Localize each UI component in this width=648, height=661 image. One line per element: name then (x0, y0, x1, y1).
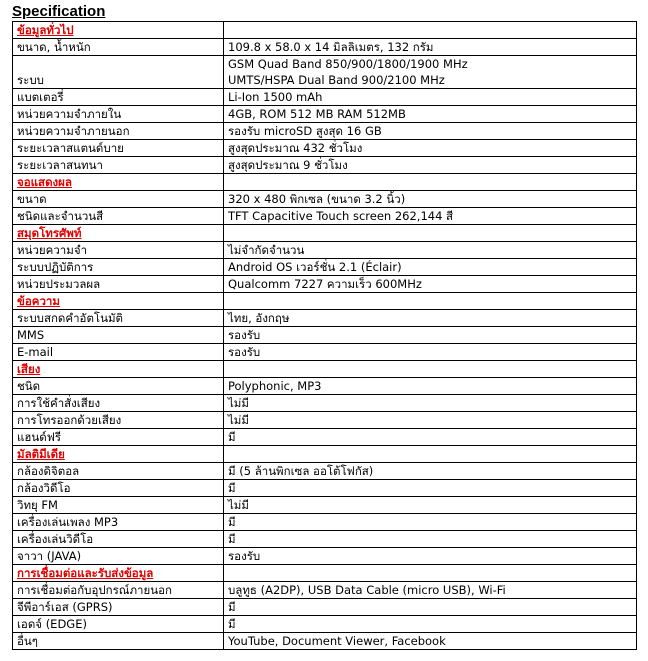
section-empty-cell (224, 565, 637, 582)
spec-value: รองรับ (224, 344, 637, 361)
spec-label: เครื่องเล่นเพลง MP3 (13, 514, 224, 531)
spec-row (13, 56, 637, 89)
section-empty-cell (224, 174, 637, 191)
spec-row (13, 140, 637, 157)
spec-value: มี (224, 599, 637, 616)
section-header-row (13, 225, 637, 242)
spec-label: หน่วยความจำภายนอก (13, 123, 224, 140)
spec-label: ขนาด, น้ำหนัก (13, 39, 224, 56)
spec-row (13, 157, 637, 174)
section-empty-cell (224, 361, 637, 378)
spec-label: วิทยุ FM (13, 497, 224, 514)
spec-row (13, 480, 637, 497)
spec-label: ระบบปฏิบัติการ (13, 259, 224, 276)
section-empty-cell (224, 225, 637, 242)
spec-label: กล้องวิดีโอ (13, 480, 224, 497)
section-header-row (13, 565, 637, 582)
section-heading: ข้อความ (13, 293, 224, 310)
spec-value: ไม่มี (224, 395, 637, 412)
spec-label: MMS (13, 327, 224, 344)
section-header-row (13, 446, 637, 463)
spec-value: Li-Ion 1500 mAh (224, 89, 637, 106)
spec-value (224, 56, 637, 89)
section-heading: มัลติมีเดีย (13, 446, 224, 463)
spec-label: หน่วยความจำภายใน (13, 106, 224, 123)
section-empty-cell (224, 22, 637, 39)
spec-value: ไม่จำกัดจำนวน (224, 242, 637, 259)
spec-label: ชนิด (13, 378, 224, 395)
section-empty-cell (224, 293, 637, 310)
spec-label: แฮนด์ฟรี (13, 429, 224, 446)
spec-row (13, 39, 637, 56)
spec-label: หน่วยความจำ (13, 242, 224, 259)
spec-row (13, 463, 637, 480)
spec-label: อื่นๆ (13, 633, 224, 650)
section-header-row (13, 22, 637, 39)
spec-label: กล้องดิจิตอล (13, 463, 224, 480)
spec-row (13, 89, 637, 106)
section-heading: สมุดโทรศัพท์ (13, 225, 224, 242)
spec-row (13, 514, 637, 531)
spec-value: รองรับ (224, 548, 637, 565)
spec-label (13, 56, 224, 89)
specification-table (12, 21, 637, 650)
spec-value: มี (224, 480, 637, 497)
spec-row (13, 259, 637, 276)
spec-label: หน่วยประมวลผล (13, 276, 224, 293)
spec-row (13, 378, 637, 395)
section-heading: การเชื่อมต่อและรับส่งข้อมูล (13, 565, 224, 582)
spec-row (13, 208, 637, 225)
spec-value: สูงสุดประมาณ 432 ชั่วโมง (224, 140, 637, 157)
spec-row (13, 242, 637, 259)
spec-value: รองรับ microSD สูงสุด 16 GB (224, 123, 637, 140)
spec-label: ระบบสกดคำอัตโนมัติ (13, 310, 224, 327)
spec-row (13, 531, 637, 548)
section-empty-cell (224, 446, 637, 463)
spec-row (13, 106, 637, 123)
section-heading: เสียง (13, 361, 224, 378)
spec-value: ไม่มี (224, 497, 637, 514)
spec-value: ไทย, อังกฤษ (224, 310, 637, 327)
spec-row (13, 412, 637, 429)
spec-row (13, 310, 637, 327)
spec-value: มี (224, 531, 637, 548)
spec-label: จาวา (JAVA) (13, 548, 224, 565)
spec-label: ขนาด (13, 191, 224, 208)
section-header-row (13, 174, 637, 191)
spec-value: สูงสุดประมาณ 9 ชั่วโมง (224, 157, 637, 174)
spec-value: บลูทูธ (A2DP), USB Data Cable (micro USB), Wi-Fi (224, 582, 637, 599)
spec-value: 4GB, ROM 512 MB RAM 512MB (224, 106, 637, 123)
spec-label: เอดจ์ (EDGE) (13, 616, 224, 633)
spec-value: Qualcomm 7227 ความเร็ว 600MHz (224, 276, 637, 293)
spec-value: 109.8 x 58.0 x 14 มิลลิเมตร, 132 กรัม (224, 39, 637, 56)
spec-value: มี (224, 616, 637, 633)
spec-row (13, 123, 637, 140)
spec-label: การโทรออกด้วยเสียง (13, 412, 224, 429)
spec-row (13, 395, 637, 412)
spec-row (13, 633, 637, 650)
specification-table-body (13, 22, 637, 650)
spec-row (13, 497, 637, 514)
spec-label: E-mail (13, 344, 224, 361)
spec-label: เครื่องเล่นวิดีโอ (13, 531, 224, 548)
spec-row (13, 327, 637, 344)
spec-row (13, 344, 637, 361)
spec-value: มี (224, 429, 637, 446)
spec-value: รองรับ (224, 327, 637, 344)
spec-row (13, 276, 637, 293)
page-title: Specification (12, 3, 106, 20)
spec-label: ระยะเวลาสแตนด์บาย (13, 140, 224, 157)
spec-value: มี (5 ล้านพิกเซล ออโต้โฟกัส) (224, 463, 637, 480)
spec-label: ชนิดและจำนวนสี (13, 208, 224, 225)
spec-value-line: GSM Quad Band 850/900/1800/1900 MHz (228, 57, 468, 71)
spec-row (13, 429, 637, 446)
spec-value: 320 x 480 พิกเซล (ขนาด 3.2 นิ้ว) (224, 191, 637, 208)
spec-label: การใช้คำสั่งเสียง (13, 395, 224, 412)
spec-value: YouTube, Document Viewer, Facebook (224, 633, 637, 650)
spec-row (13, 582, 637, 599)
spec-label: จีพีอาร์เอส (GPRS) (13, 599, 224, 616)
spec-label: แบตเตอรี่ (13, 89, 224, 106)
section-heading: จอแสดงผล (13, 174, 224, 191)
section-header-row (13, 361, 637, 378)
section-heading: ข้อมูลทั่วไป (13, 22, 224, 39)
spec-label: ระยะเวลาสนทนา (13, 157, 224, 174)
spec-row (13, 548, 637, 565)
spec-label: การเชื่อมต่อกับอุปกรณ์ภายนอก (13, 582, 224, 599)
spec-value: Android OS เวอร์ชั่น 2.1 (Éclair) (224, 259, 637, 276)
spec-label-text: ระบบ (17, 73, 44, 87)
spec-row (13, 616, 637, 633)
spec-value: Polyphonic, MP3 (224, 378, 637, 395)
spec-row (13, 191, 637, 208)
section-header-row (13, 293, 637, 310)
spec-value-line: UMTS/HSPA Dual Band 900/2100 MHz (228, 73, 445, 87)
spec-value: ไม่มี (224, 412, 637, 429)
spec-value: มี (224, 514, 637, 531)
spec-row (13, 599, 637, 616)
spec-value: TFT Capacitive Touch screen 262,144 สี (224, 208, 637, 225)
